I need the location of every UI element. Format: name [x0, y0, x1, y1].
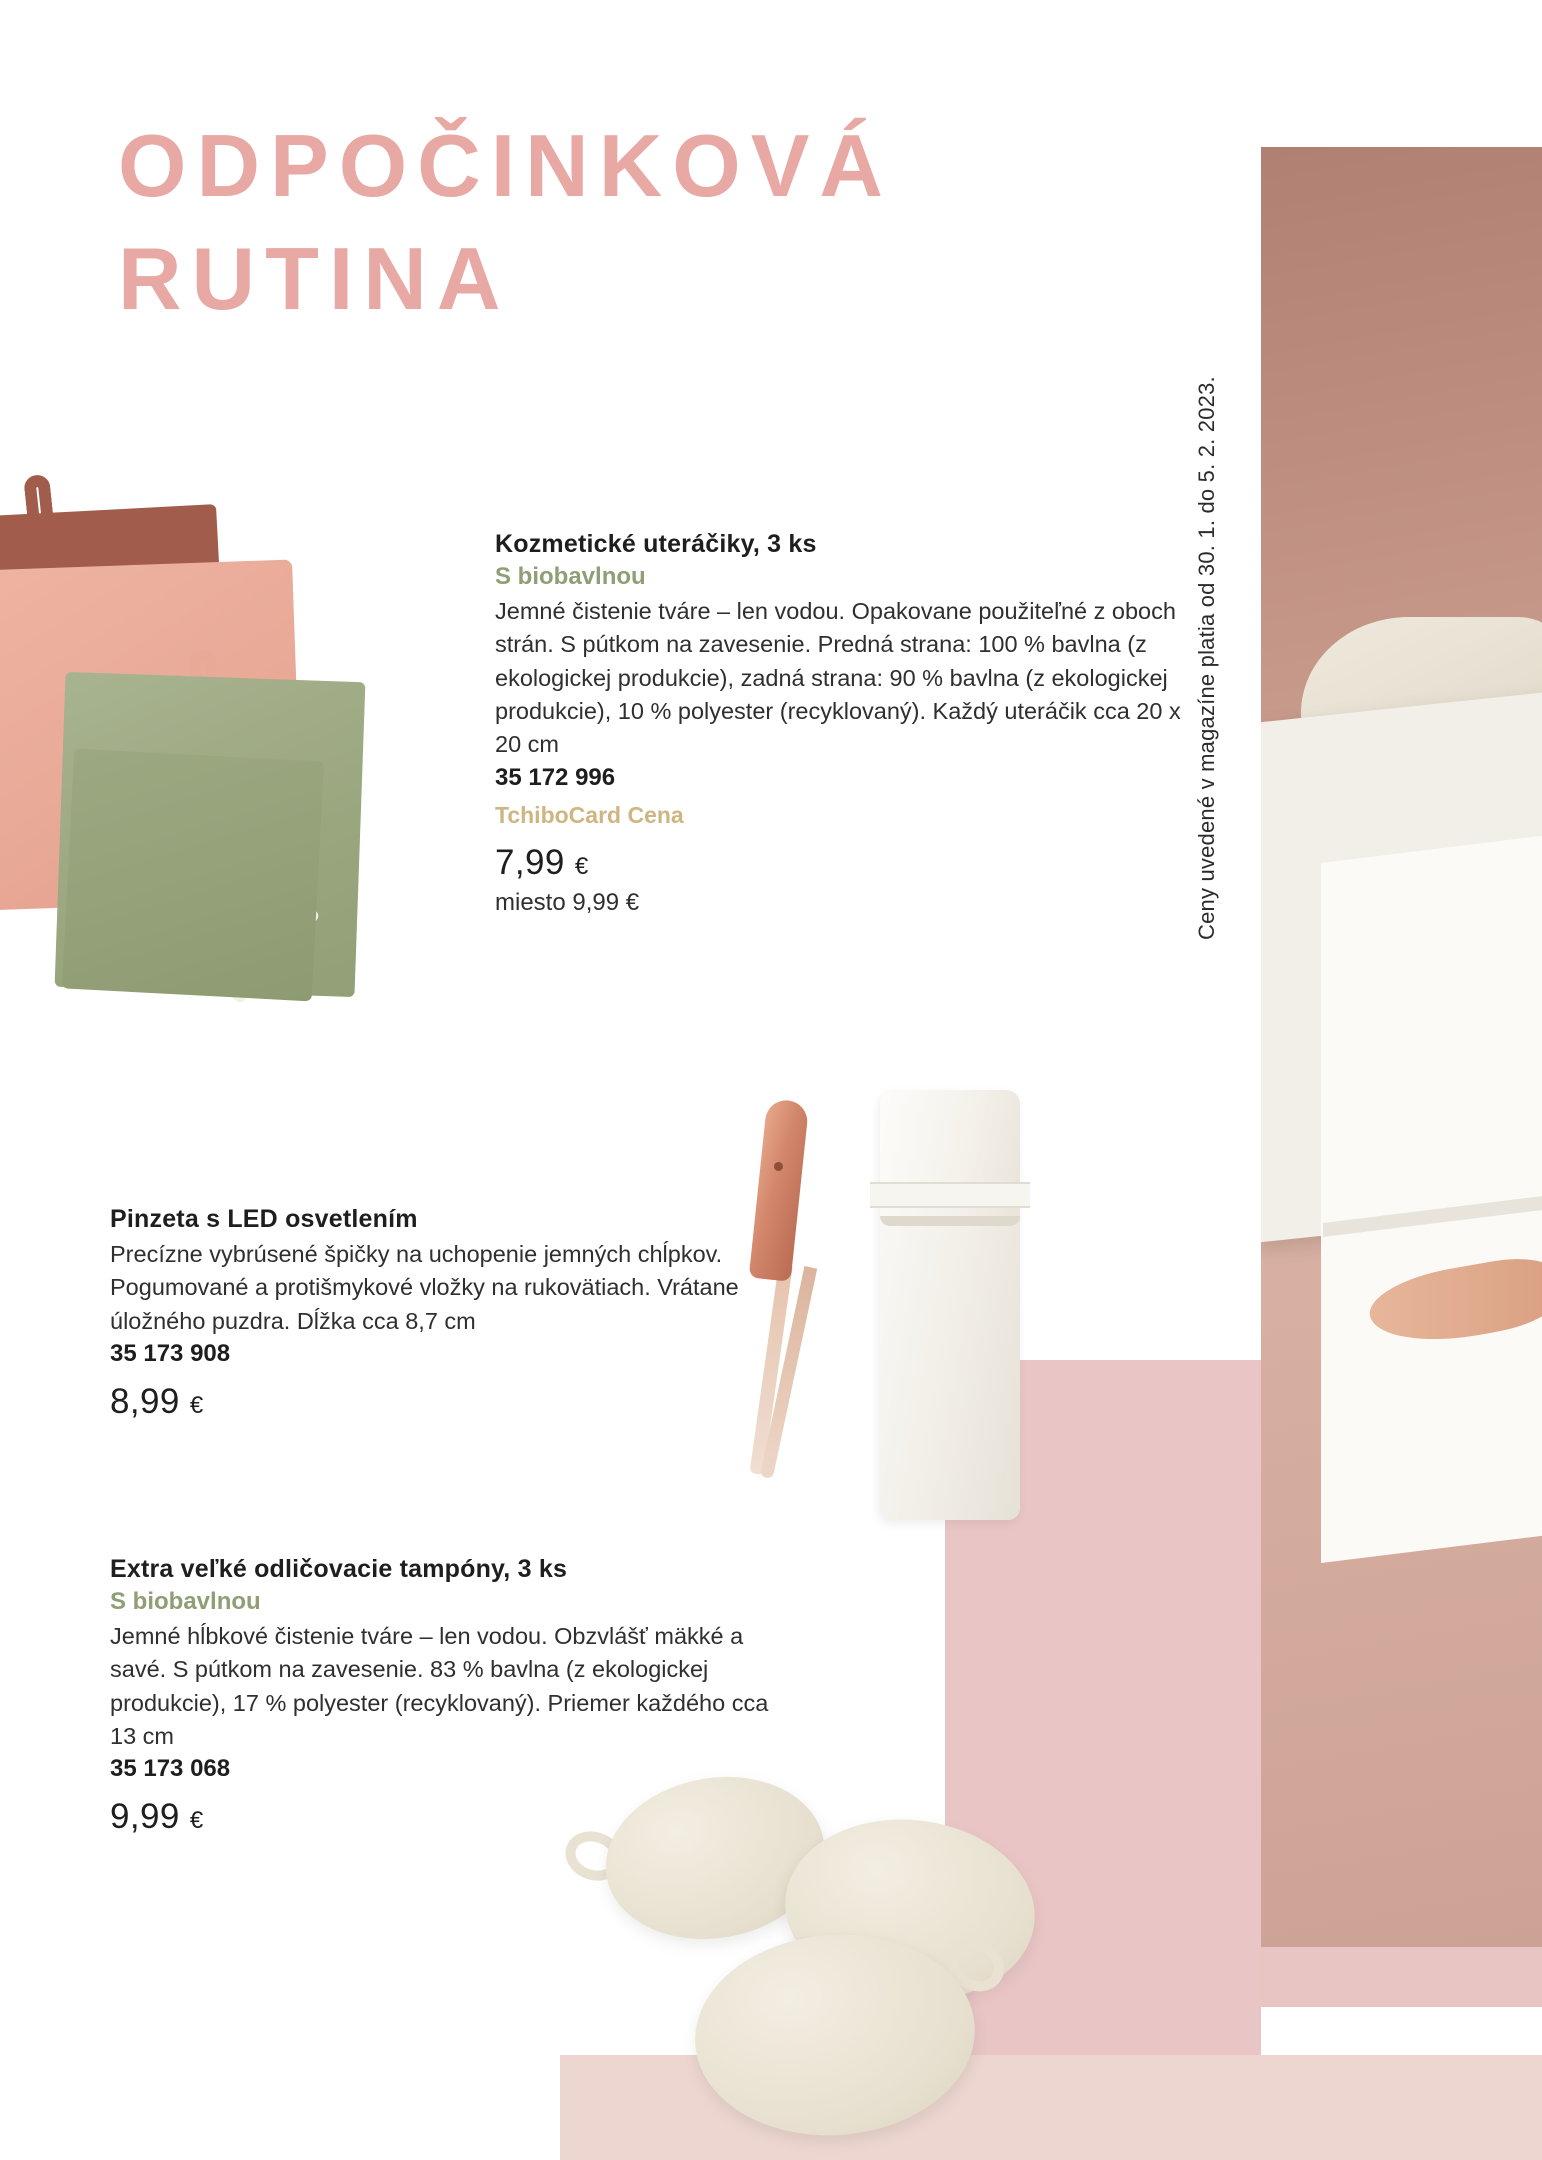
cloth-green-front: [62, 749, 324, 1002]
product-title: Pinzeta s LED osvetlením: [110, 1205, 418, 1233]
price-value: 9,99: [110, 1797, 180, 1837]
product-image-led-tweezers: [720, 1090, 1060, 1540]
product-price: [110, 1797, 770, 1837]
product-price: [110, 1382, 750, 1422]
price-currency: €: [189, 1392, 204, 1420]
product-price: [495, 843, 1195, 883]
product-block-makeup-pads: [110, 1555, 770, 1837]
price-currency: €: [574, 852, 589, 880]
page-title: ODPOČINKOVÁ RUTINA: [118, 116, 893, 328]
price-value: 7,99: [495, 842, 565, 882]
tweezer-case-flap-edge: [880, 1216, 1020, 1226]
product-block-cosmetic-cloths: [495, 530, 1195, 917]
product-code: 35 173 068: [110, 1755, 231, 1783]
lifestyle-photo-right: [1261, 147, 1542, 2007]
product-block-led-tweezers: [110, 1205, 750, 1422]
photo-shelf-shape: [1321, 831, 1542, 1563]
product-code: 35 172 996: [495, 763, 616, 791]
product-title: Kozmetické uteráčiky, 3 ks: [495, 530, 817, 558]
photo-bottom-band: [1261, 1947, 1542, 2007]
product-bio-label: S biobavlnou: [110, 1588, 261, 1615]
product-old-price: miesto 9,99 €: [495, 888, 640, 916]
product-description: Jemné hĺbkové čistenie tváre – len vodou. Obzvlášť mäkké a savé. S pútkom na zavesenie. 83 % bavlna (z ekologickej produkcie), 17 % polyester (recyklovaný). Priemer každého cca 13 cm: [110, 1623, 769, 1750]
product-description: Precízne vybrúsené špičky na uchopenie jemných chĺpkov. Pogumované a protišmykové vložky na rukovätiach. Vrátane úložného puzdra. Dĺžka cca 8,7 cm: [110, 1241, 739, 1334]
product-bio-label: S biobavlnou: [495, 563, 646, 590]
product-title: Extra veľké odličovacie tampóny, 3 ks: [110, 1555, 568, 1583]
product-image-cosmetic-cloths: [0, 455, 460, 1085]
price-value: 8,99: [110, 1382, 180, 1422]
validity-note: Ceny uvedené v magazíne platia od 30. 1. do 5. 2. 2023.: [1194, 376, 1219, 940]
product-code: 35 173 908: [110, 1340, 231, 1368]
tweezer-body: [749, 1098, 810, 1281]
tweezer-case-strap: [870, 1182, 1030, 1208]
price-currency: €: [189, 1807, 204, 1835]
tchibocard-price-label: TchiboCard Cena: [495, 801, 684, 828]
product-description: Jemné čistenie tváre – len vodou. Opakovane použiteľné z oboch strán. S pútkom na zavesenie. Predná strana: 100 % bavlna (z ekologickej produkcie), zadná strana: 90 % bavlna (z ekologickej produkcie), 10 % polyester (recyklovaný). Každý uteráčik cca 20 x 20 cm: [495, 598, 1181, 758]
